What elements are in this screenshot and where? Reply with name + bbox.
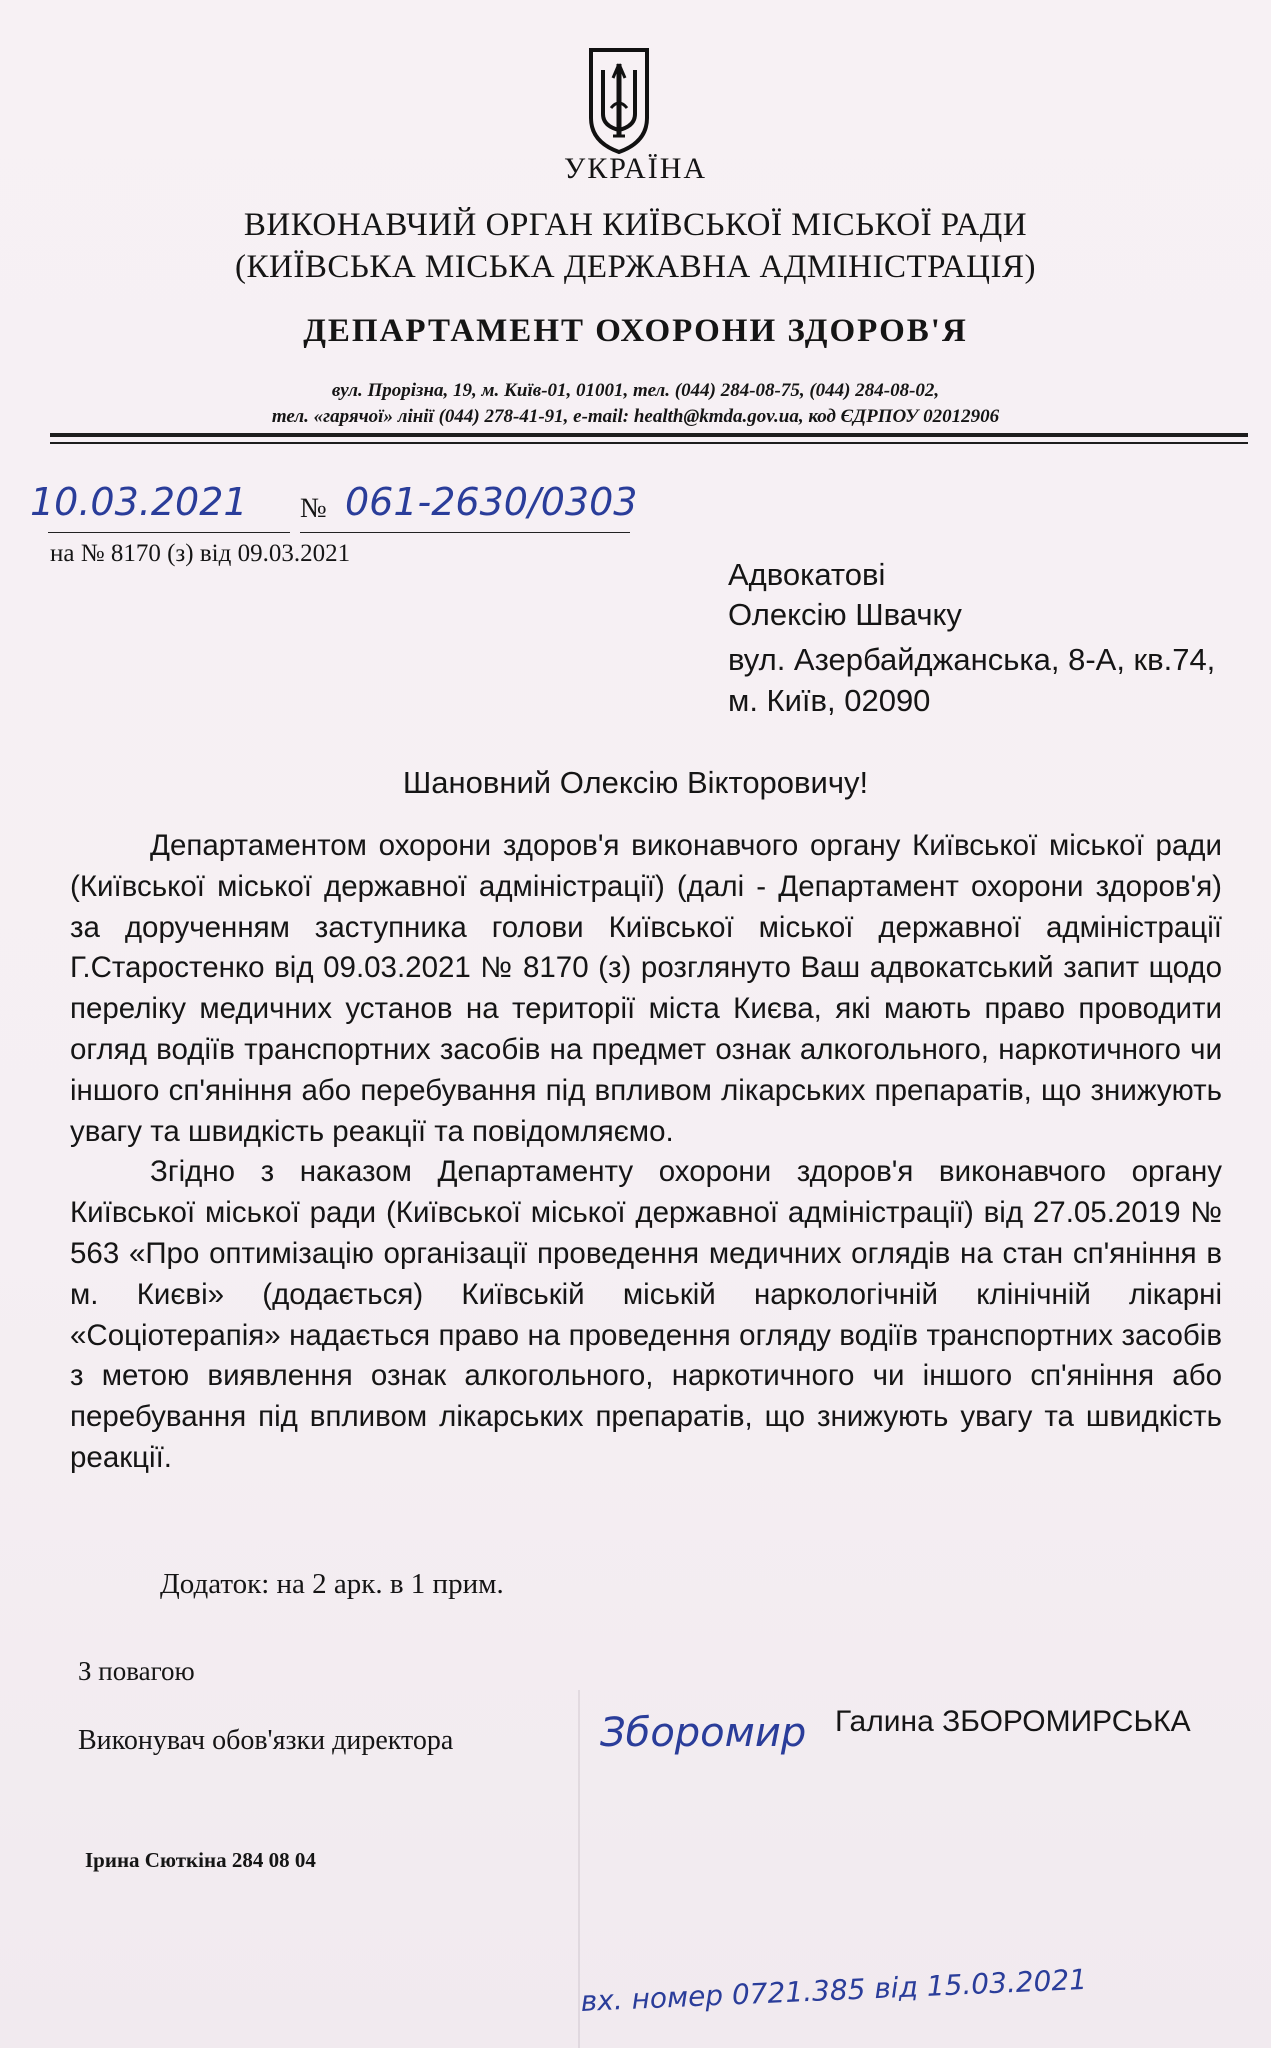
- header-rule-thin: [50, 442, 1248, 444]
- letter-body: [70, 826, 1222, 1479]
- body-paragraph-2: Згідно з наказом Департаменту охорони здоров'я виконавчого органу Київської міської ради (Київської міської державної адміністрації) від 27.05.2019 № 563 «Про оптимізацію організації проведення медичних оглядів на стан сп'яніння в м. Києві» (додається) Київській міській наркологічній клінічній лікарні «Соціотерапія» надається право на проведення огляду водіїв транспортних засобів з метою виявлення ознак алкогольного, наркотичного чи іншого сп'яніння або перебування під впливом лікарських препаратів, що знижують увагу та швидкість реакції.: [70, 1155, 1222, 1474]
- addressee-name: Олексію Швачку: [728, 597, 962, 632]
- closing-regards: З повагою: [78, 1656, 195, 1686]
- signature: Зборомир: [600, 1710, 807, 1756]
- addressee-street: вул. Азербайджанська, 8-А, кв.74,: [728, 642, 1216, 677]
- contacts-line1: вул. Прорізна, 19, м. Київ-01, 01001, тел. (044) 284-08-75, (044) 284-08-02,: [331, 380, 940, 401]
- country-name: УКРАЇНА: [563, 152, 708, 185]
- outgoing-date: 10.03.2021: [30, 480, 248, 524]
- header-rule-thick: [50, 433, 1248, 437]
- executor-contact: Ірина Сюткіна 284 08 04: [85, 1848, 316, 1872]
- trident-icon: [583, 44, 655, 156]
- addressee-title: Адвокатові: [728, 557, 886, 592]
- reference-line: на № 8170 (з) від 09.03.2021: [50, 540, 351, 567]
- signer-position: Виконувач обов'язки директора: [78, 1725, 454, 1756]
- org-name-line1: ВИКОНАВЧИЙ ОРГАН КИЇВСЬКОЇ МІСЬКОЇ РАДИ: [243, 207, 1028, 243]
- number-sign: №: [300, 493, 327, 524]
- date-underline: [48, 532, 290, 533]
- outgoing-number: 061-2630/0303: [345, 480, 638, 524]
- org-name-line2: (КИЇВСЬКА МІСЬКА ДЕРЖАВНА АДМІНІСТРАЦІЯ): [235, 249, 1036, 285]
- signer-name: Галина ЗБОРОМИРСЬКА: [835, 1705, 1191, 1738]
- incoming-registration-note: вх. номер 0721.385 від 15.03.2021: [580, 1962, 1088, 2018]
- salutation: Шановний Олексію Вікторовичу!: [402, 765, 869, 800]
- number-underline: [300, 532, 630, 533]
- attachment-line: Додаток: на 2 арк. в 1 прим.: [160, 1568, 504, 1600]
- body-paragraph-1: Департаментом охорони здоров'я виконавчого органу Київської міської ради (Київської міської державної адміністрації) (далі - Департамент охорони здоров'я) за дорученням заступника голови Київської міської державної адміністрації Г.Старостенко від 09.03.2021 № 8170 (з) розглянуто Ваш адвокатський запит щодо переліку медичних установ на території міста Києва, які мають право проводити огляд водіїв транспортних засобів на предмет ознак алкогольного, наркотичного чи іншого сп'яніння або перебування під впливом лікарських препаратів, що знижують увагу та швидкість реакції та повідомляємо.: [70, 829, 1222, 1148]
- contacts-line2: тел. «гарячої» лінії (044) 278-41-91, e-mail: health@kmda.gov.ua, код ЄДРПОУ 02012906: [271, 406, 1000, 427]
- department-name: ДЕПАРТАМЕНТ ОХОРОНИ ЗДОРОВ'Я: [303, 313, 968, 349]
- addressee-city: м. Київ, 02090: [728, 683, 931, 718]
